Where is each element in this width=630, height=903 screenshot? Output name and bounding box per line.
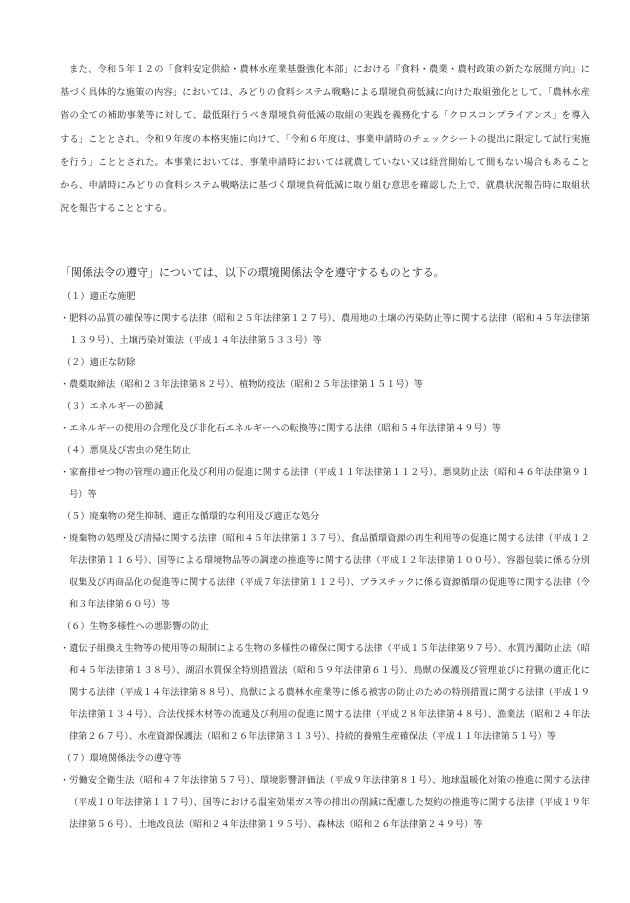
law-list-item: ・家畜排せつ物の管理の適正化及び利用の促進に関する法律（平成１１年法律第１１２号）、悪臭防止法（昭和４６年法律第９１号）等 xyxy=(60,467,590,500)
section-title: （３）エネルギーの節減 xyxy=(62,401,164,412)
law-list-item: ・廃棄物の処理及び清掃に関する法律（昭和４５年法律第１３７号）、食品循環資源の再生利用等の促進に関する法律（平成１２年法律第１１６号）、国等による環境物品等の調達の推進等に関する法律（平成１２年法律第１００号）、容器包装に係る分別収集及び再商品化の促進等に関する法律（平成７年法律第１１２号）、プラスチックに係る資源循環の促進等に関する法律（令和３年法律第６０号）等 xyxy=(60,533,590,610)
intro-paragraph: また、令和５年１２の「食料安定供給・農林水産業基盤強化本部」における『食料・農業・農村政策の新たな展開方向』に基づく具体的な施策の内容」においては、みどりの食料システム戦略による環境負荷低減に向けた取組強化として、「農林水産省の全ての補助事業等に対して、最低限行うべき環境負荷低減の取組の実践を義務化する「クロスコンプライアンス」を導入する」こととされ、令和９年度の本格実施に向けて、「令和６年度は、事業申請時のチェックシートの提出に限定して試行実施を行う」こととされた。本事業においては、事業申請時においては就農していない又は経営開始して間もない場合もあることから、申請時にみどりの食料システム戦略法に基づく環境負荷低減に取り組む意思を確認した上で、就農状況報告時に取組状況を報告することとする。 xyxy=(60,64,590,215)
section-title: （２）適正な防除 xyxy=(62,357,136,368)
section-title: （１）適正な施肥 xyxy=(62,291,136,302)
intro-section xyxy=(60,58,590,220)
regulations-section xyxy=(60,261,590,836)
section-heading: 「関係法令の遵守」については、以下の環境関係法令を遵守するものとする。 xyxy=(60,266,445,279)
law-list-item: ・エネルギーの使用の合理化及び非化石エネルギーへの転換等に関する法律（昭和５４年法律第４９号）等 xyxy=(60,423,501,434)
law-list-item: ・農薬取締法（昭和２３年法律第８２号）、植物防疫法（昭和２５年法律第１５１号）等 xyxy=(60,379,423,390)
section-title: （４）悪臭及び害虫の発生防止 xyxy=(62,445,191,456)
section-title: （７）環境関係法令の遵守等 xyxy=(62,753,182,764)
section-title: （６）生物多様性への悪影響の防止 xyxy=(62,621,209,632)
law-list-item: ・肥料の品質の確保等に関する法律（昭和２５年法律第１２７号）、農用地の土壌の汚染防止等に関する法律（昭和４５年法律第１３９号）、土壌汚染対策法（平成１４年法律第５３３号）等 xyxy=(60,313,590,346)
law-list-item: ・労働安全衛生法（昭和４７年法律第５７号）、環境影響評価法（平成９年法律第８１号）、地球温暖化対策の推進に関する法律（平成１０年法律第１１７号）、国等における温室効果ガス等の排出の削減に配慮した契約の推進等に関する法律（平成１９年法律第５６号）、土地改良法（昭和２４年法律第１９５号）、森林法（昭和２６年法律第２４９号）等 xyxy=(60,775,590,830)
section-title: （５）廃棄物の発生抑制、適正な循環的な利用及び適正な処分 xyxy=(62,511,320,522)
law-list-item: ・遺伝子組換え生物等の使用等の規制による生物の多様性の確保に関する法律（平成１５年法律第９７号）、水質汚濁防止法（昭和４５年法律第１３８号）、湖沼水質保全特別措置法（昭和５９年法律第６１号）、鳥獣の保護及び管理並びに狩猟の適正化に関する法律（平成１４年法律第８８号）、鳥獣による農林水産業等に係る被害の防止のための特別措置に関する法律（平成１９年法律第１３４号）、合法伐採木材等の流通及び利用の促進に関する法律（平成２８年法律第４８号）、漁業法（昭和２４年法律第２６７号）、水産資源保護法（昭和２６年法律第３１３号）、持続的養殖生産確保法（平成１１年法律第５１号）等 xyxy=(60,643,590,742)
